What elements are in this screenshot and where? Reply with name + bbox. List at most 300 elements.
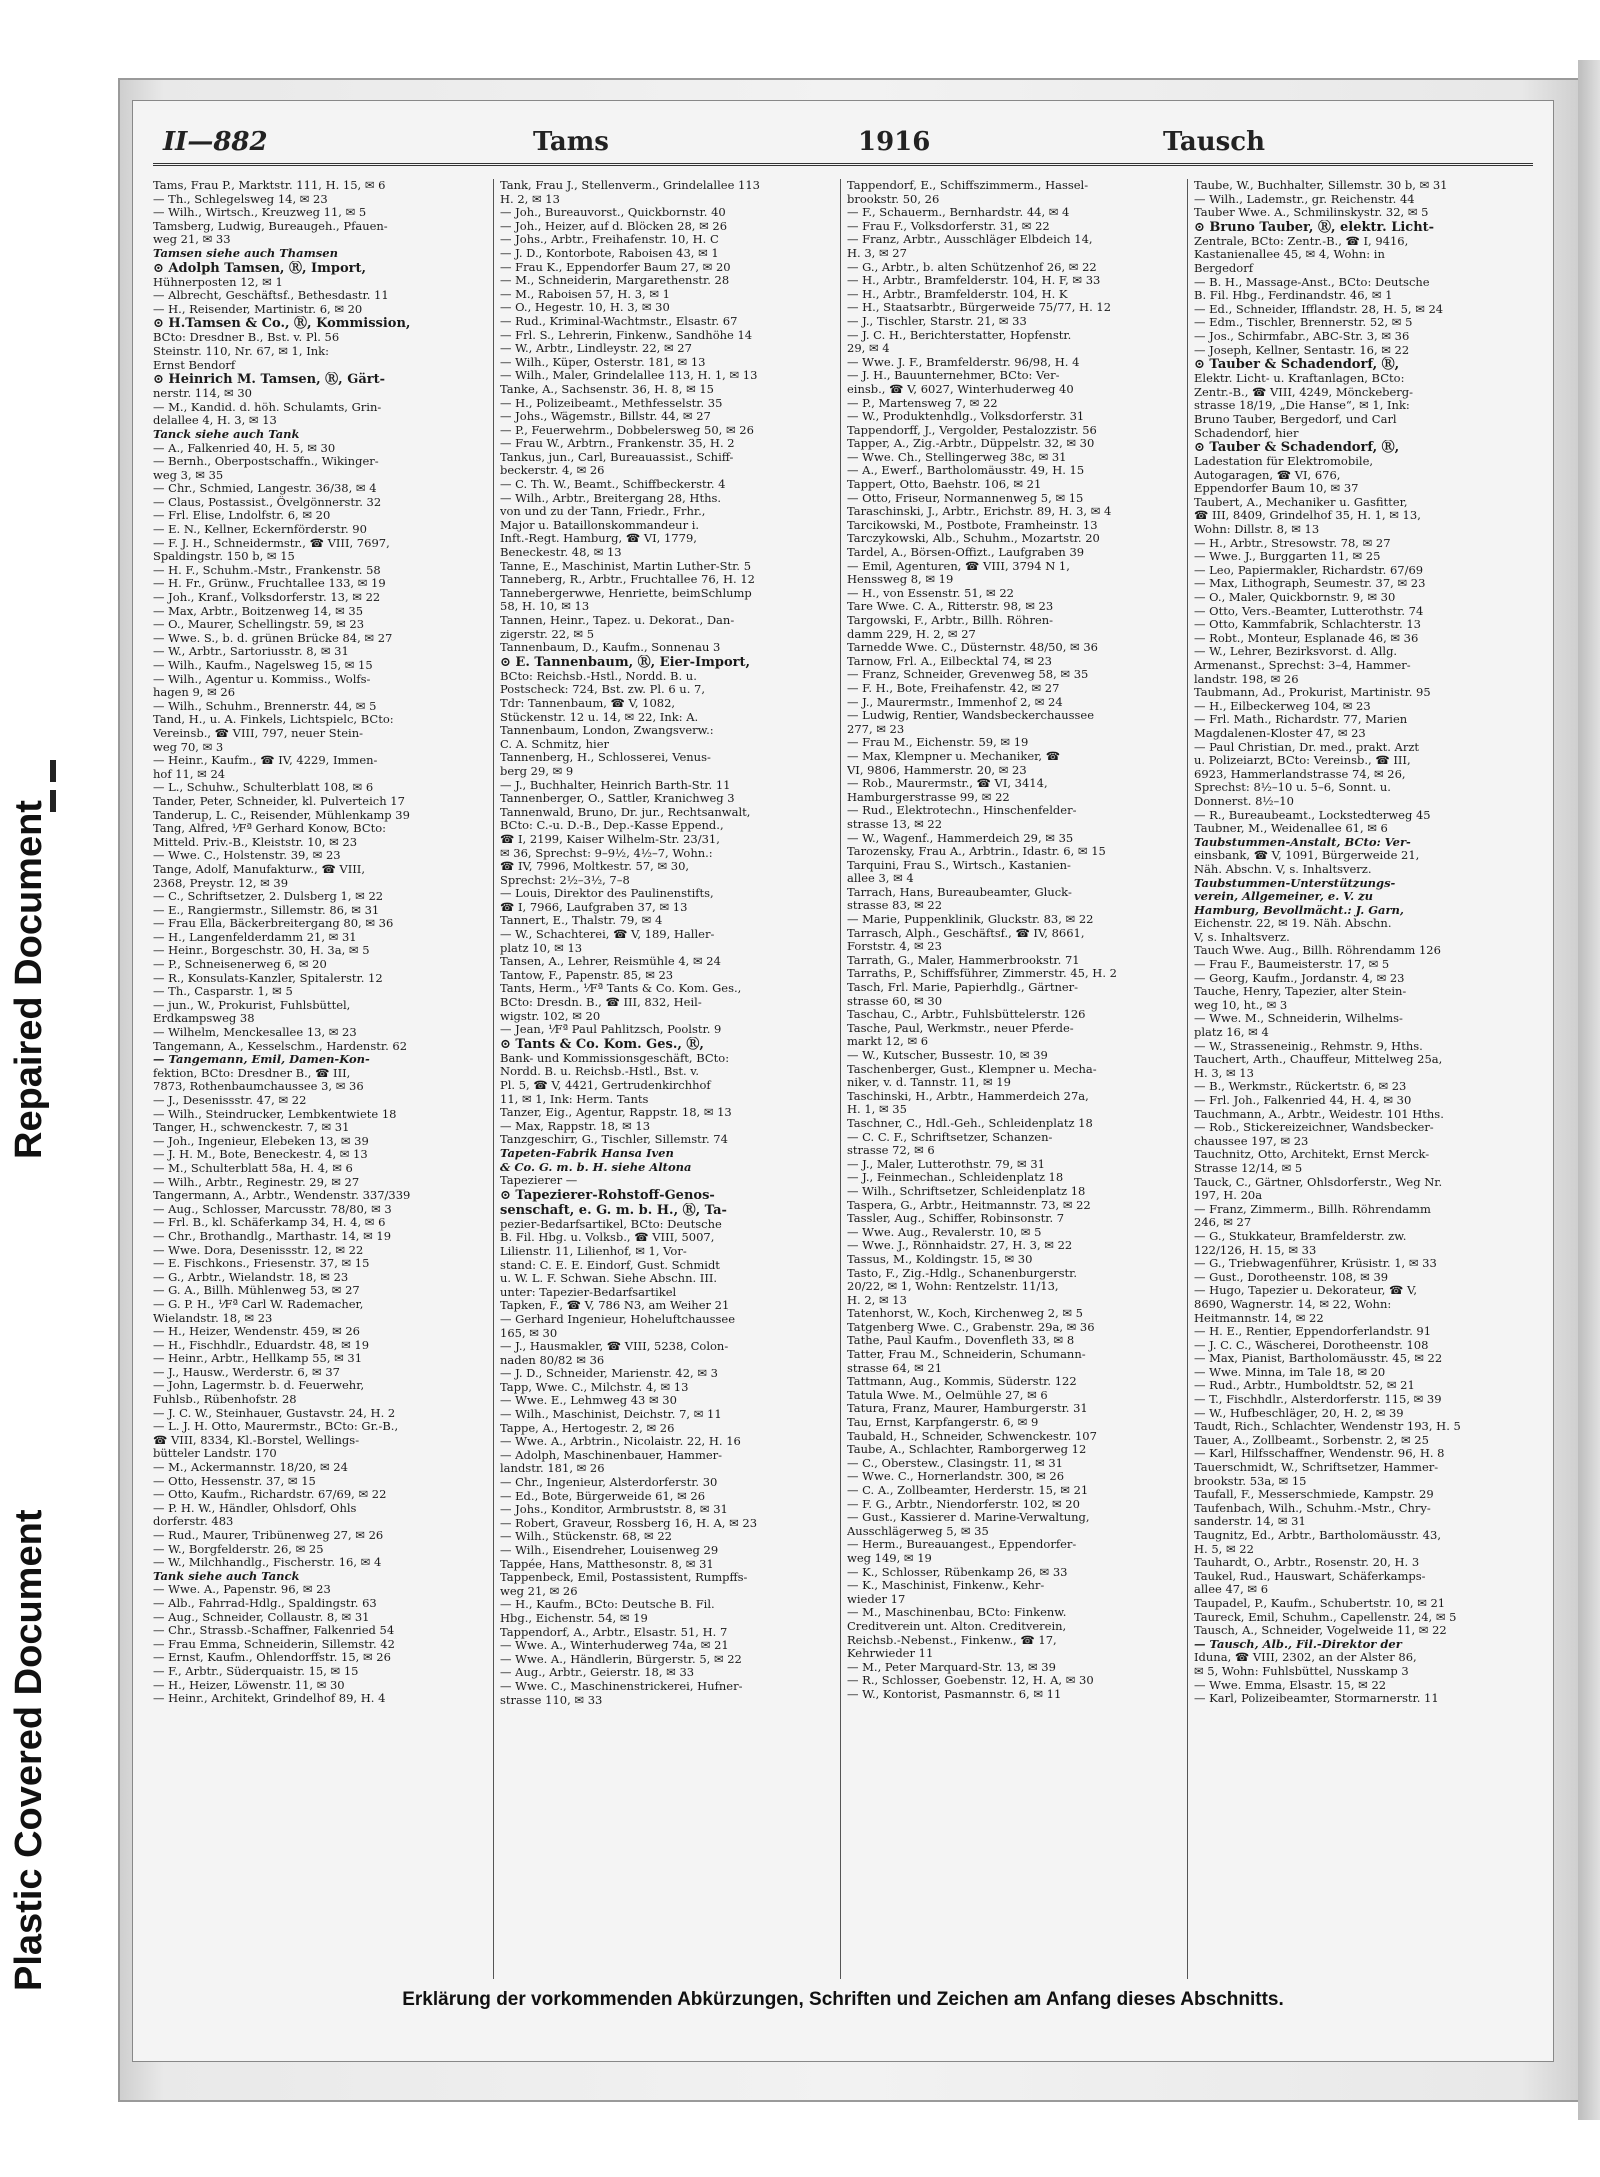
directory-entry: Taraschinski, J., Arbtr., Erichstr. 89, H. 3, ✉ 4: [847, 505, 1112, 519]
directory-entry: 246, ✉ 27: [1194, 1216, 1252, 1230]
directory-entry: u. W. L. F. Schwan. Siehe Abschn. III.: [500, 1272, 718, 1286]
directory-entry: — Joh., Kranf., Volksdorferstr. 13, ✉ 22: [153, 591, 381, 605]
directory-column-2: [500, 179, 830, 1979]
column-divider: [1187, 179, 1188, 1979]
directory-entry: ⊙ Tauber & Schadendorf, Ⓡ,: [1194, 440, 1400, 456]
directory-entry: Inft.-Regt. Hamburg, ☎ VI, 1779,: [500, 532, 697, 546]
directory-entry: Tappert, Otto, Baehstr. 106, ✉ 21: [847, 478, 1042, 492]
directory-entry: — Wwe. Emma, Elsastr. 15, ✉ 22: [1194, 1678, 1387, 1692]
directory-entry: Taufall, F., Messerschmiede, Kampstr. 29: [1194, 1488, 1434, 1502]
directory-entry: — Jean, ⅟Fª Paul Pahlitzsch, Poolstr. 9: [500, 1023, 722, 1037]
directory-entry: ⊙ H.Tamsen & Co., Ⓡ, Kommission,: [153, 316, 411, 332]
directory-entry: Tarczykowski, Alb., Schuhm., Mozartstr. 20: [847, 532, 1100, 546]
directory-entry: — J. D., Schneider, Marienstr. 42, ✉ 3: [500, 1367, 718, 1381]
directory-entry: 2368, Preystr. 12, ✉ 39: [153, 876, 289, 890]
directory-entry: — Ed., Bote, Bürgerweide 61, ✉ 26: [500, 1489, 706, 1503]
directory-entry: — M., Schneiderin, Margarethenstr. 28: [500, 274, 730, 288]
directory-entry: — Wilh., Maschinist, Deichstr. 7, ✉ 11: [500, 1408, 722, 1422]
page-header: [153, 123, 1533, 166]
directory-entry: 29, ✉ 4: [847, 342, 890, 356]
directory-entry: landstr. 198, ✉ 26: [1194, 672, 1299, 686]
directory-entry: — F. H., Bote, Freihafenstr. 42, ✉ 27: [847, 681, 1060, 695]
directory-entry: — B. H., Massage-Anst., BCto: Deutsche: [1194, 275, 1430, 289]
directory-entry: — Heinr., Arbtr., Hellkamp 55, ✉ 31: [153, 1352, 363, 1366]
directory-entry: — Wwe. A., Papenstr. 96, ✉ 23: [153, 1583, 331, 1597]
directory-entry: — E. Fischkons., Friesenstr. 37, ✉ 15: [153, 1257, 370, 1271]
directory-entry: — M., Raboisen 57, H. 3, ✉ 1: [500, 287, 670, 301]
directory-entry: — F., Schauerm., Bernhardstr. 44, ✉ 4: [847, 206, 1070, 220]
directory-entry: Taudt, Rich., Schlachter, Wendenstr 193, H. 5: [1194, 1420, 1461, 1434]
directory-entry: Taupadel, P., Kaufm., Schubertstr. 10, ✉ 21: [1194, 1596, 1446, 1610]
directory-entry: brookstr. 53a, ✉ 15: [1194, 1474, 1307, 1488]
directory-entry: Tanne, E., Maschinist, Martin Luther-Str. 5: [500, 559, 752, 573]
directory-entry: — H. F., Schuhm.-Mstr., Frankenstr. 58: [153, 563, 381, 577]
directory-entry: — P., Martensweg 7, ✉ 22: [847, 396, 998, 410]
directory-entry: — W., Wagenf., Hammerdeich 29, ✉ 35: [847, 831, 1074, 845]
directory-entry: Tangermann, A., Arbtr., Wendenstr. 337/339: [153, 1189, 411, 1203]
directory-entry: — Karl, Polizeibeamter, Stormarnerstr. 11: [1194, 1692, 1439, 1706]
directory-entry: — A., Falkenried 40, H. 5, ✉ 30: [153, 441, 336, 455]
directory-entry: Tauerschmidt, W., Schriftsetzer, Hammer-: [1194, 1461, 1439, 1475]
facing-page-edge: [1578, 60, 1600, 2120]
directory-entry: Tange, Adolf, Manufakturw., ☎ VIII,: [153, 862, 366, 876]
directory-entry: B. Fil. Hbg. u. Volksb., ☎ VIII, 5007,: [500, 1231, 715, 1245]
directory-entry: — G., Arbtr., Wielandstr. 18, ✉ 23: [153, 1270, 349, 1284]
directory-entry: — Frau F., Baumeisterstr. 17, ✉ 5: [1194, 958, 1390, 972]
header-left-keyword: Tams: [533, 127, 609, 157]
directory-entry: — Chr., Brothandlg., Marthastr. 14, ✉ 19: [153, 1229, 392, 1243]
directory-entry: — J., Maler, Lutterothstr. 79, ✉ 31: [847, 1157, 1045, 1171]
directory-entry: H. 3, ✉ 13: [1194, 1066, 1254, 1080]
directory-entry: — J., Hausmakler, ☎ VIII, 5238, Colon-: [500, 1340, 729, 1354]
directory-entry: Tappe, A., Hertogestr. 2, ✉ 26: [500, 1421, 675, 1435]
directory-entry: — H., Fischhdlr., Eduardstr. 48, ✉ 19: [153, 1338, 370, 1352]
directory-entry: Zentrale, BCto: Zentr.-B., ☎ I, 9416,: [1194, 234, 1409, 248]
directory-entry: Tathe, Paul Kaufm., Dovenfleth 33, ✉ 8: [847, 1334, 1075, 1348]
directory-entry: — Herm., Bureauangest., Eppendorfer-: [847, 1538, 1077, 1552]
directory-entry: B. Fil. Hbg., Ferdinandstr. 46, ✉ 1: [1194, 289, 1393, 303]
directory-entry: — Alb., Fahrrad-Hdlg., Spaldingstr. 63: [153, 1596, 377, 1610]
directory-entry: — Frau W., Arbtrn., Frankenstr. 35, H. 2: [500, 437, 735, 451]
directory-entry: berg 29, ✉ 9: [500, 764, 574, 778]
directory-entry: — J. H. M., Bote, Beneckestr. 4, ✉ 13: [153, 1148, 368, 1162]
directory-entry: — J. C. H., Berichterstatter, Hopfenstr.: [847, 328, 1072, 342]
directory-entry: — Albrecht, Geschäftsf., Bethesdastr. 11: [153, 289, 389, 303]
directory-entry: — Wilh., Agentur u. Kommiss., Wolfs-: [153, 672, 371, 686]
repaired-document-label: Repaired Document: [8, 800, 50, 1160]
directory-entry: — Johs., Arbtr., Freihafenstr. 10, H. C: [500, 233, 719, 247]
directory-entry: 58, H. 10, ✉ 13: [500, 600, 590, 614]
directory-entry: — H., Reisender, Martinistr. 6, ✉ 20: [153, 302, 363, 316]
directory-entry: — Rud., Kriminal-Wachtmstr., Elsastr. 67: [500, 314, 738, 328]
directory-entry: Mitteld. Priv.-B., Kleiststr. 10, ✉ 23: [153, 835, 358, 849]
directory-entry: — Jos., Schirmfabr., ABC-Str. 3, ✉ 36: [1194, 329, 1410, 343]
directory-entry: Strasse 12/14, ✉ 5: [1194, 1161, 1303, 1175]
directory-entry: — W., Arbtr., Sartoriusstr. 8, ✉ 31: [153, 645, 349, 659]
directory-entry: Creditverein unt. Alton. Creditverein,: [847, 1619, 1067, 1633]
directory-entry: Spaldingstr. 150 b, ✉ 15: [153, 550, 295, 564]
directory-entry: — W., Borgfelderstr. 26, ✉ 25: [153, 1542, 324, 1556]
directory-entry: — Max, Klempner u. Mechaniker, ☎: [847, 749, 1061, 763]
directory-entry: — Wilh., Kaufm., Nagelsweg 15, ✉ 15: [153, 659, 373, 672]
directory-entry: — P., Schneisenerweg 6, ✉ 20: [153, 958, 327, 972]
directory-entry: — Aug., Schlosser, Marcusstr. 78/80, ✉ 3: [153, 1202, 392, 1216]
directory-entry: Kehrwieder 11: [847, 1647, 934, 1661]
directory-entry: Tarnow, Frl. A., Eilbecktal 74, ✉ 23: [847, 654, 1052, 668]
directory-entry: senschaft, e. G. m. b. H., Ⓡ, Ta-: [500, 1202, 727, 1218]
directory-entry: — H. Fr., Grünw., Fruchtallee 133, ✉ 19: [153, 577, 386, 591]
directory-entry: Tants, Herm., ⅟Fª Tants & Co. Kom. Ges.,: [500, 982, 742, 996]
directory-entry: Tdr: Tannenbaum, ☎ V, 1082,: [500, 696, 676, 710]
directory-entry: Tarozensky, Frau A., Arbtrin., Idastr. 6, ✉ 15: [847, 845, 1106, 859]
directory-entry: 165, ✉ 30: [500, 1326, 558, 1340]
directory-entry: — Wilh., Stückenstr. 68, ✉ 22: [500, 1530, 672, 1544]
directory-entry: Tauch Wwe. Aug., Billh. Röhrendamm 126: [1194, 944, 1441, 958]
directory-entry: — Wilh., Wirtsch., Kreuzweg 11, ✉ 5: [153, 206, 367, 220]
directory-entry: Tare Wwe. C. A., Ritterstr. 98, ✉ 23: [847, 600, 1054, 614]
directory-entry: — Rud., Maurer, Tribünenweg 27, ✉ 26: [153, 1529, 384, 1542]
directory-entry: — Tangemann, Emil, Damen-Kon-: [153, 1053, 370, 1067]
directory-entry: — Tausch, Alb., Fil.-Direktor der: [1194, 1637, 1402, 1651]
directory-entry: — M., Schulterblatt 58a, H. 4, ✉ 6: [153, 1161, 353, 1175]
directory-entry: Tankus, jun., Carl, Bureauassist., Schiff-: [500, 450, 734, 464]
directory-entry: — R., Schlosser, Goebenstr. 12, H. A, ✉ 30: [847, 1674, 1094, 1688]
directory-entry: Tardel, A., Börsen-Offizt., Laufgraben 39: [847, 546, 1085, 560]
directory-entry: — Joseph, Kellner, Sentastr. 16, ✉ 22: [1194, 343, 1410, 357]
directory-entry: delallee 4, H. 3, ✉ 13: [153, 414, 277, 428]
directory-entry: Tannenberger, O., Sattler, Kranichweg 3: [500, 792, 735, 806]
directory-entry: — R., Konsulats-Kanzler, Spitalerstr. 12: [153, 971, 383, 985]
directory-entry: — H., Arbtr., Stresowstr. 78, ✉ 27: [1194, 536, 1391, 550]
directory-entry: — L., Schuhw., Schulterblatt 108, ✉ 6: [153, 781, 374, 795]
directory-entry: — B., Werkmstr., Rückertstr. 6, ✉ 23: [1194, 1080, 1407, 1094]
directory-entry: Tang, Alfred, ⅟Fª Gerhard Konow, BCto:: [153, 822, 387, 836]
directory-entry: Taube, A., Schlachter, Ramborgerweg 12: [847, 1443, 1087, 1457]
directory-entry: Iduna, ☎ VIII, 2302, an der Alster 86,: [1194, 1651, 1417, 1665]
directory-entry: 8690, Wagnerstr. 14, ✉ 22, Wohn:: [1194, 1297, 1392, 1311]
directory-entry: — Max, Pianist, Bartholomäusstr. 45, ✉ 22: [1194, 1352, 1443, 1366]
directory-entry: 20/22, ✉ 1, Wohn: Rentzelstr. 11/13,: [847, 1280, 1059, 1294]
directory-entry: — H., Heizer, Wendenstr. 459, ✉ 26: [153, 1325, 360, 1339]
directory-entry: hof 11, ✉ 24: [153, 767, 226, 781]
margin-tick: [50, 760, 56, 782]
directory-entry: Taubert, A., Mechaniker u. Gasfitter,: [1194, 495, 1408, 509]
directory-entry: — Leo, Papiermakler, Richardstr. 67/69: [1194, 563, 1424, 577]
directory-entry: — Wilh., Küper, Osterstr. 181, ✉ 13: [500, 355, 706, 369]
directory-entry: — Wwe. Aug., Revalerstr. 10, ✉ 5: [847, 1225, 1042, 1239]
directory-entry: Major u. Bataillonskommandeur i.: [500, 518, 700, 532]
directory-entry: damm 229, H. 2, ✉ 27: [847, 627, 976, 641]
directory-entry: — K., Schlosser, Rübenkamp 26, ✉ 33: [847, 1565, 1068, 1579]
directory-entry: — Johs., Konditor, Armbruststr. 8, ✉ 31: [500, 1503, 728, 1517]
directory-entry: — J., Maurermstr., Immenhof 2, ✉ 24: [847, 695, 1063, 709]
directory-entry: unter: Tapezier-Bedarfsartikel: [500, 1285, 677, 1299]
directory-entry: — Edm., Tischler, Brennerstr. 52, ✉ 5: [1194, 316, 1413, 330]
directory-entry: — Hugo, Tapezier u. Dekorateur, ☎ V,: [1194, 1284, 1417, 1298]
directory-entry: weg 10, ht., ✉ 3: [1194, 998, 1288, 1012]
directory-entry: Ernst Bendorf: [153, 358, 236, 372]
directory-entry: VI, 9806, Hammerstr. 20, ✉ 23: [847, 763, 1027, 777]
directory-entry: Eichenstr. 22, ✉ 19. Näh. Abschn.: [1194, 917, 1392, 931]
directory-entry: Tannenbaum, London, Zwangsverw.:: [500, 724, 714, 738]
directory-entry: ⊙ Tants & Co. Kom. Ges., Ⓡ,: [500, 1036, 704, 1052]
directory-entry: Wohn: Dillstr. 8, ✉ 13: [1194, 523, 1320, 537]
directory-entry: — M., Ackermannstr. 18/20, ✉ 24: [153, 1461, 348, 1475]
directory-entry: Ausschlägerweg 5, ✉ 35: [847, 1524, 989, 1538]
directory-entry: — Th., Schlegelsweg 14, ✉ 23: [153, 192, 328, 206]
directory-entry: Taschau, C., Arbtr., Fuhlsbüttelerstr. 126: [847, 1008, 1086, 1022]
directory-entry: Vereinsb., ☎ VIII, 797, neuer Stein-: [153, 726, 364, 740]
directory-entry: — L. J. H. Otto, Maurermstr., BCto: Gr.-B.,: [153, 1420, 399, 1434]
directory-entry: — F. G., Arbtr., Niendorferstr. 102, ✉ 20: [847, 1497, 1080, 1511]
directory-entry: — Wilh., Steindrucker, Lembkentwiete 18: [153, 1107, 397, 1121]
directory-entry: — J. H., Bauunternehmer, BCto: Ver-: [847, 369, 1060, 383]
directory-entry: — Joh., Ingenieur, Elebeken 13, ✉ 39: [153, 1134, 369, 1148]
directory-entry: Bergedorf: [1194, 261, 1253, 275]
directory-entry: — Georg, Kaufm., Jordanstr. 4, ✉ 23: [1194, 971, 1405, 985]
directory-entry: 277, ✉ 23: [847, 722, 905, 736]
directory-entry: Tattmann, Aug., Kommis, Süderstr. 122: [847, 1375, 1077, 1389]
directory-entry: — John, Lagermstr. b. d. Feuerwehr,: [153, 1379, 365, 1393]
directory-entry: — R., Bureaubeamt., Lockstedterweg 45: [1194, 808, 1431, 822]
directory-entry: — Paul Christian, Dr. med., prakt. Arzt: [1194, 740, 1420, 754]
directory-entry: Tander, Peter, Schneider, kl. Pulverteich 17: [153, 794, 405, 808]
directory-entry: — J., Hausw., Werderstr. 6, ✉ 37: [153, 1365, 340, 1379]
directory-entry: — Joh., Heizer, auf d. Blöcken 28, ✉ 26: [500, 219, 728, 233]
directory-entry: brookstr. 50, 26: [847, 192, 940, 206]
directory-entry: Taspera, G., Arbtr., Heitmannstr. 73, ✉ 22: [847, 1198, 1091, 1212]
directory-entry: Tappenbeck, Emil, Postassistent, Rumpffs-: [500, 1571, 748, 1585]
directory-entry: — J. C. W., Steinhauer, Gustavstr. 24, H. 2: [153, 1406, 396, 1420]
directory-entry: Targowski, F., Arbtr., Billh. Röhren-: [847, 614, 1054, 627]
directory-entry: strasse 72, ✉ 6: [847, 1144, 935, 1158]
directory-entry: — H., Heizer, Löwenstr. 11, ✉ 30: [153, 1678, 345, 1692]
directory-entry: Tanzgeschirr, G., Tischler, Sillemstr. 74: [500, 1133, 728, 1147]
directory-entry: ⊙ Bruno Tauber, Ⓡ, elektr. Licht-: [1194, 219, 1435, 235]
directory-entry: — Heinr., Kaufm., ☎ IV, 4229, Immen-: [153, 754, 378, 768]
directory-entry: — Wwe. J., Rönnhaidstr. 27, H. 3, ✉ 22: [847, 1239, 1073, 1253]
directory-entry: Tapp, Wwe. C., Milchstr. 4, ✉ 13: [500, 1380, 689, 1394]
directory-entry: — Max, Rappstr. 18, ✉ 13: [500, 1119, 651, 1133]
directory-entry: Henssweg 8, ✉ 19: [847, 573, 954, 587]
directory-entry: Tauck, C., Gärtner, Ohlsdorferstr., Weg Nr.: [1194, 1175, 1443, 1189]
directory-entry: — Wwe. C., Hornerlandstr. 300, ✉ 26: [847, 1470, 1065, 1484]
directory-entry: BCto: C.-u. D.-B., Dep.-Kasse Eppend.,: [500, 819, 724, 833]
directory-entry: — H., Eilbeckerweg 104, ✉ 23: [1194, 699, 1371, 713]
header-right-keyword: Tausch: [1163, 127, 1265, 157]
directory-entry: Tappendorf, A., Arbtr., Elsastr. 51, H. 7: [500, 1625, 728, 1639]
header-year: 1916: [858, 127, 931, 157]
directory-entry: Tarrasch, Alph., Geschäftsf., ☎ IV, 8661,: [847, 926, 1085, 940]
directory-entry: — H. E., Rentier, Eppendorferlandstr. 91: [1194, 1325, 1432, 1339]
directory-entry: pezier-Bedarfsartikel, BCto: Deutsche: [500, 1217, 722, 1231]
directory-entry: Tannenberg, H., Schlosserei, Venus-: [500, 751, 711, 765]
directory-entry: weg 3, ✉ 35: [153, 468, 224, 482]
directory-entry: Tappendorf, E., Schiffszimmerm., Hassel-: [847, 179, 1089, 192]
directory-entry: Taubald, H., Schneider, Schwenckestr. 107: [847, 1429, 1097, 1443]
directory-columns: [153, 179, 1533, 1979]
directory-entry: platz 16, ✉ 4: [1194, 1026, 1269, 1040]
directory-entry: fektion, BCto: Dresdner B., ☎ III,: [153, 1066, 351, 1080]
directory-entry: Kastanienallee 45, ✉ 4, Wohn: in: [1194, 248, 1385, 262]
directory-entry: — W., Lehrer, Bezirksvorst. d. Allg.: [1194, 645, 1398, 659]
directory-entry: — Frau M., Eichenstr. 59, ✉ 19: [847, 736, 1029, 750]
directory-entry: — K., Maschinist, Finkenw., Kehr-: [847, 1579, 1045, 1593]
directory-entry: Tannenwald, Bruno, Dr. jur., Rechtsanwalt,: [500, 805, 751, 819]
directory-entry: H. 1, ✉ 35: [847, 1103, 907, 1117]
directory-entry: Tatenhorst, W., Koch, Kirchenweg 2, ✉ 5: [847, 1307, 1083, 1321]
directory-entry: Bruno Tauber, Bergedorf, und Carl: [1194, 412, 1397, 426]
directory-entry: Tarcikowski, M., Postbote, Framheinstr. 13: [847, 518, 1098, 532]
directory-entry: — M., Maschinenbau, BCto: Finkenw.: [847, 1606, 1067, 1620]
directory-entry: Tapper, A., Zig.-Arbtr., Düppelstr. 32, ✉ 30: [847, 437, 1095, 451]
directory-entry: — Franz, Zimmerm., Billh. Röhrendamm: [1194, 1202, 1431, 1216]
margin-tick: [50, 790, 56, 812]
directory-entry: Tauche, Henry, Tapezier, alter Stein-: [1194, 985, 1407, 999]
directory-entry: — Louis, Direktor des Paulinenstifts,: [500, 887, 714, 901]
directory-entry: — G., Stukkateur, Bramfelderstr. zw.: [1194, 1229, 1407, 1243]
directory-entry: wieder 17: [847, 1592, 906, 1606]
directory-entry: — Rob., Stickereizeichner, Wandsbecker-: [1194, 1121, 1434, 1135]
directory-entry: Reichsb.-Nebenst., Finkenw., ☎ 17,: [847, 1633, 1057, 1647]
directory-entry: allee 47, ✉ 6: [1194, 1583, 1269, 1597]
directory-entry: — Frl. B., kl. Schäferkamp 34, H. 4, ✉ 6: [153, 1216, 386, 1230]
directory-entry: Postscheck: 724, Bst. zw. Pl. 6 u. 7,: [500, 683, 705, 697]
directory-entry: — Wwe. M., Schneiderin, Wilhelms-: [1194, 1012, 1403, 1026]
directory-entry: — Franz, Schneider, Grevenweg 58, ✉ 35: [847, 668, 1089, 682]
directory-entry: Lilienstr. 11, Lilienhof, ✉ 1, Vor-: [500, 1244, 687, 1258]
directory-entry: Tanneberg, R., Arbtr., Fruchtallee 76, H. 12: [500, 573, 755, 587]
directory-entry: Tannert, E., Thalstr. 79, ✉ 4: [500, 914, 663, 928]
directory-column-3: [847, 179, 1177, 1979]
directory-entry: strasse 18/19, „Die Hanse“, ✉ 1, Ink:: [1194, 399, 1410, 413]
directory-entry: — Otto, Hessenstr. 37, ✉ 15: [153, 1474, 316, 1488]
directory-entry: — Rud., Elektrotechn., Hinschenfelder-: [847, 804, 1077, 818]
directory-entry: Hamburg, Bevollmächt.: J. Garn,: [1194, 903, 1404, 917]
directory-entry: strasse 83, ✉ 22: [847, 899, 943, 913]
directory-entry: Tanderup, L. C., Reisender, Mühlenkamp 39: [153, 808, 410, 822]
directory-entry: — Rud., Arbtr., Humboldtstr. 52, ✉ 21: [1194, 1379, 1415, 1393]
directory-entry: Näh. Abschn. V, s. Inhaltsverz.: [1194, 862, 1372, 876]
directory-entry: Tauhardt, O., Arbtr., Rosenstr. 20, H. 3: [1194, 1556, 1420, 1570]
directory-entry: strasse 13, ✉ 22: [847, 817, 943, 831]
directory-entry: — Claus, Postassist., Övelgönnerstr. 32: [153, 495, 382, 509]
directory-entry: Donnerst. 8½–10: [1194, 794, 1294, 808]
directory-entry: Tatura, Franz, Maurer, Hamburgerstr. 31: [847, 1402, 1088, 1416]
directory-entry: Tangemann, A., Kesselschm., Hardenstr. 62: [153, 1039, 408, 1053]
directory-entry: — C., Schriftsetzer, 2. Dulsberg 1, ✉ 22: [153, 890, 384, 904]
directory-entry: — Wwe. A., Winterhuderweg 74a, ✉ 21: [500, 1639, 729, 1653]
directory-entry: u. Polizeiarzt, BCto: Vereinsb., ☎ III,: [1194, 754, 1411, 768]
directory-entry: Tasche, Paul, Werkmstr., neuer Pferde-: [847, 1021, 1074, 1035]
directory-entry: Autogaragen, ☎ VI, 676,: [1194, 468, 1341, 482]
directory-entry: — Wwe. A., Arbtrin., Nicolaistr. 22, H. 16: [500, 1435, 741, 1449]
directory-entry: Tauchnitz, Otto, Architekt, Ernst Merck-: [1194, 1148, 1430, 1162]
directory-entry: — H., Langenfelderdamm 21, ✉ 31: [153, 930, 357, 944]
directory-entry: — J., Desenissstr. 47, ✉ 22: [153, 1094, 307, 1107]
directory-entry: — W., Milchhandlg., Fischerstr. 16, ✉ 4: [153, 1556, 382, 1570]
directory-entry: 122/126, H. 15, ✉ 33: [1194, 1243, 1317, 1257]
directory-entry: — H., Arbtr., Bramfelderstr. 104, H. F, ✉ 33: [847, 274, 1101, 288]
directory-column-1: [153, 179, 483, 1979]
directory-entry: ☎ I, 2199, Kaiser Wilhelm-Str. 23/31,: [500, 832, 720, 846]
directory-entry: Hühnerposten 12, ✉ 1: [153, 275, 283, 289]
directory-entry: — H., Polizeibeamt., Methfesselstr. 35: [500, 396, 723, 410]
directory-entry: — Frau Ella, Bäckerbreitergang 80, ✉ 36: [153, 917, 394, 931]
directory-entry: — Th., Casparstr. 1, ✉ 5: [153, 985, 293, 999]
directory-entry: — J., Buchhalter, Heinrich Barth-Str. 11: [500, 778, 731, 792]
directory-entry: — W., Arbtr., Lindleystr. 22, ✉ 27: [500, 342, 692, 356]
directory-entry: Tatula Wwe. M., Oelmühle 27, ✉ 6: [847, 1388, 1048, 1402]
directory-entry: Steinstr. 110, Nr. 67, ✉ 1, Ink:: [153, 344, 329, 358]
directory-entry: Tannenbaum, D., Kaufm., Sonnenau 3: [500, 641, 721, 655]
directory-entry: — H., Arbtr., Bramfelderstr. 104, H. K: [847, 287, 1068, 301]
directory-entry: Taukel, Rud., Hauswart, Schäferkamps-: [1194, 1569, 1426, 1583]
directory-entry: — W., Kutscher, Bussestr. 10, ✉ 39: [847, 1049, 1048, 1062]
directory-entry: Tams, Frau P., Marktstr. 111, H. 15, ✉ 6: [153, 179, 386, 192]
directory-entry: — Franz, Arbtr., Ausschläger Elbdeich 14,: [847, 233, 1093, 247]
directory-entry: Taugnitz, Ed., Arbtr., Bartholomäusstr. 43,: [1194, 1529, 1441, 1542]
directory-entry: Taubstummen-Unterstützungs-: [1194, 876, 1396, 890]
directory-entry: — Wilh., Arbtr., Reginestr. 29, ✉ 27: [153, 1175, 360, 1189]
directory-entry: von und zu der Tann, Friedr., Frhr.,: [500, 505, 706, 519]
directory-entry: Tannen, Heinr., Tapez. u. Dekorat., Dan-: [500, 614, 735, 627]
column-divider: [493, 179, 494, 1979]
directory-entry: Erdkampsweg 38: [153, 1012, 255, 1026]
directory-entry: — Frl. Math., Richardstr. 77, Marien: [1194, 713, 1408, 727]
directory-entry: Tand, H., u. A. Finkels, Lichtspielc, BCto:: [153, 713, 394, 727]
directory-entry: — O., Maler, Quickbornstr. 9, ✉ 30: [1194, 591, 1396, 605]
directory-entry: Tappée, Hans, Matthesonstr. 8, ✉ 31: [500, 1557, 714, 1571]
directory-entry: Tanzer, Eig., Agentur, Rappstr. 18, ✉ 13: [500, 1106, 732, 1120]
directory-entry: — Chr., Ingenieur, Alsterdorferstr. 30: [500, 1476, 718, 1490]
directory-entry: Taureck, Emil, Schuhm., Capellenstr. 24, ✉ 5: [1194, 1610, 1457, 1624]
directory-entry: — Ed., Schneider, Ifflandstr. 28, H. 5, ✉ 24: [1194, 302, 1444, 316]
directory-entry: — Wwe. C., Holstenstr. 39, ✉ 23: [153, 849, 341, 863]
directory-entry: Forststr. 4, ✉ 23: [847, 940, 942, 954]
directory-entry: — Wilh., Schuhm., Brennerstr. 44, ✉ 5: [153, 699, 377, 713]
directory-entry: — Wilh., Maler, Grindelallee 113, H. 1, ✉ 13: [500, 369, 758, 383]
plastic-covered-label: Plastic Covered Document: [8, 1509, 50, 1991]
directory-entry: H. 2, ✉ 13: [847, 1293, 907, 1307]
directory-entry: Tapken, F., ☎ V, 786 N3, am Weiher 21: [500, 1299, 730, 1313]
directory-entry: markt 12, ✉ 6: [847, 1035, 929, 1049]
directory-entry: Taschenberger, Gust., Klempner u. Mecha-: [847, 1062, 1097, 1076]
directory-entry: Tank siehe auch Tanck: [153, 1569, 300, 1583]
directory-entry: Armenanst., Sprechst: 3–4, Hammer-: [1194, 659, 1411, 672]
directory-entry: Tarrath, G., Maler, Hammerbrookstr. 71: [847, 953, 1080, 967]
directory-entry: Tanck siehe auch Tank: [153, 427, 300, 441]
directory-entry: — E., Rangiermstr., Sillemstr. 86, ✉ 31: [153, 903, 380, 917]
directory-entry: — P., Feuerwehrm., Dobbelersweg 50, ✉ 26: [500, 423, 754, 437]
directory-entry: — Frl. Elise, Lndolfstr. 6, ✉ 20: [153, 509, 331, 523]
directory-entry: Taubner, M., Weidenallee 61, ✉ 6: [1194, 822, 1388, 836]
directory-entry: & Co. G. m. b. H. siehe Altona: [500, 1160, 692, 1174]
directory-entry: — J., Feinmechan., Schleidenplatz 18: [847, 1171, 1064, 1185]
directory-entry: — O., Maurer, Schellingstr. 59, ✉ 23: [153, 618, 365, 632]
directory-entry: — Frau F., Volksdorferstr. 31, ✉ 22: [847, 219, 1050, 233]
directory-entry: — M., Kandid. d. höh. Schulamts, Grin-: [153, 400, 382, 414]
directory-entry: Tarnedde Wwe. C., Düsternstr. 48/50, ✉ 36: [847, 641, 1098, 655]
directory-entry: 11, ✉ 1, Ink: Herm. Tants: [500, 1092, 649, 1106]
directory-entry: — Karl, Hilfsschaffner, Wendenstr. 96, H. 8: [1194, 1447, 1445, 1461]
directory-entry: — C., Oberstew., Clasingstr. 11, ✉ 31: [847, 1456, 1063, 1470]
directory-entry: Tank, Frau J., Stellenverm., Grindelallee 113: [500, 179, 760, 192]
directory-entry: ☎ III, 8409, Grindelhof 35, H. 1, ✉ 13,: [1194, 509, 1421, 523]
directory-entry: BCto: Reichsb.-Hstl., Nordd. B. u.: [500, 669, 697, 683]
directory-entry: 197, H. 20a: [1194, 1189, 1263, 1203]
directory-entry: Tannebergerwwe, Henriette, beimSchlump: [500, 586, 752, 600]
